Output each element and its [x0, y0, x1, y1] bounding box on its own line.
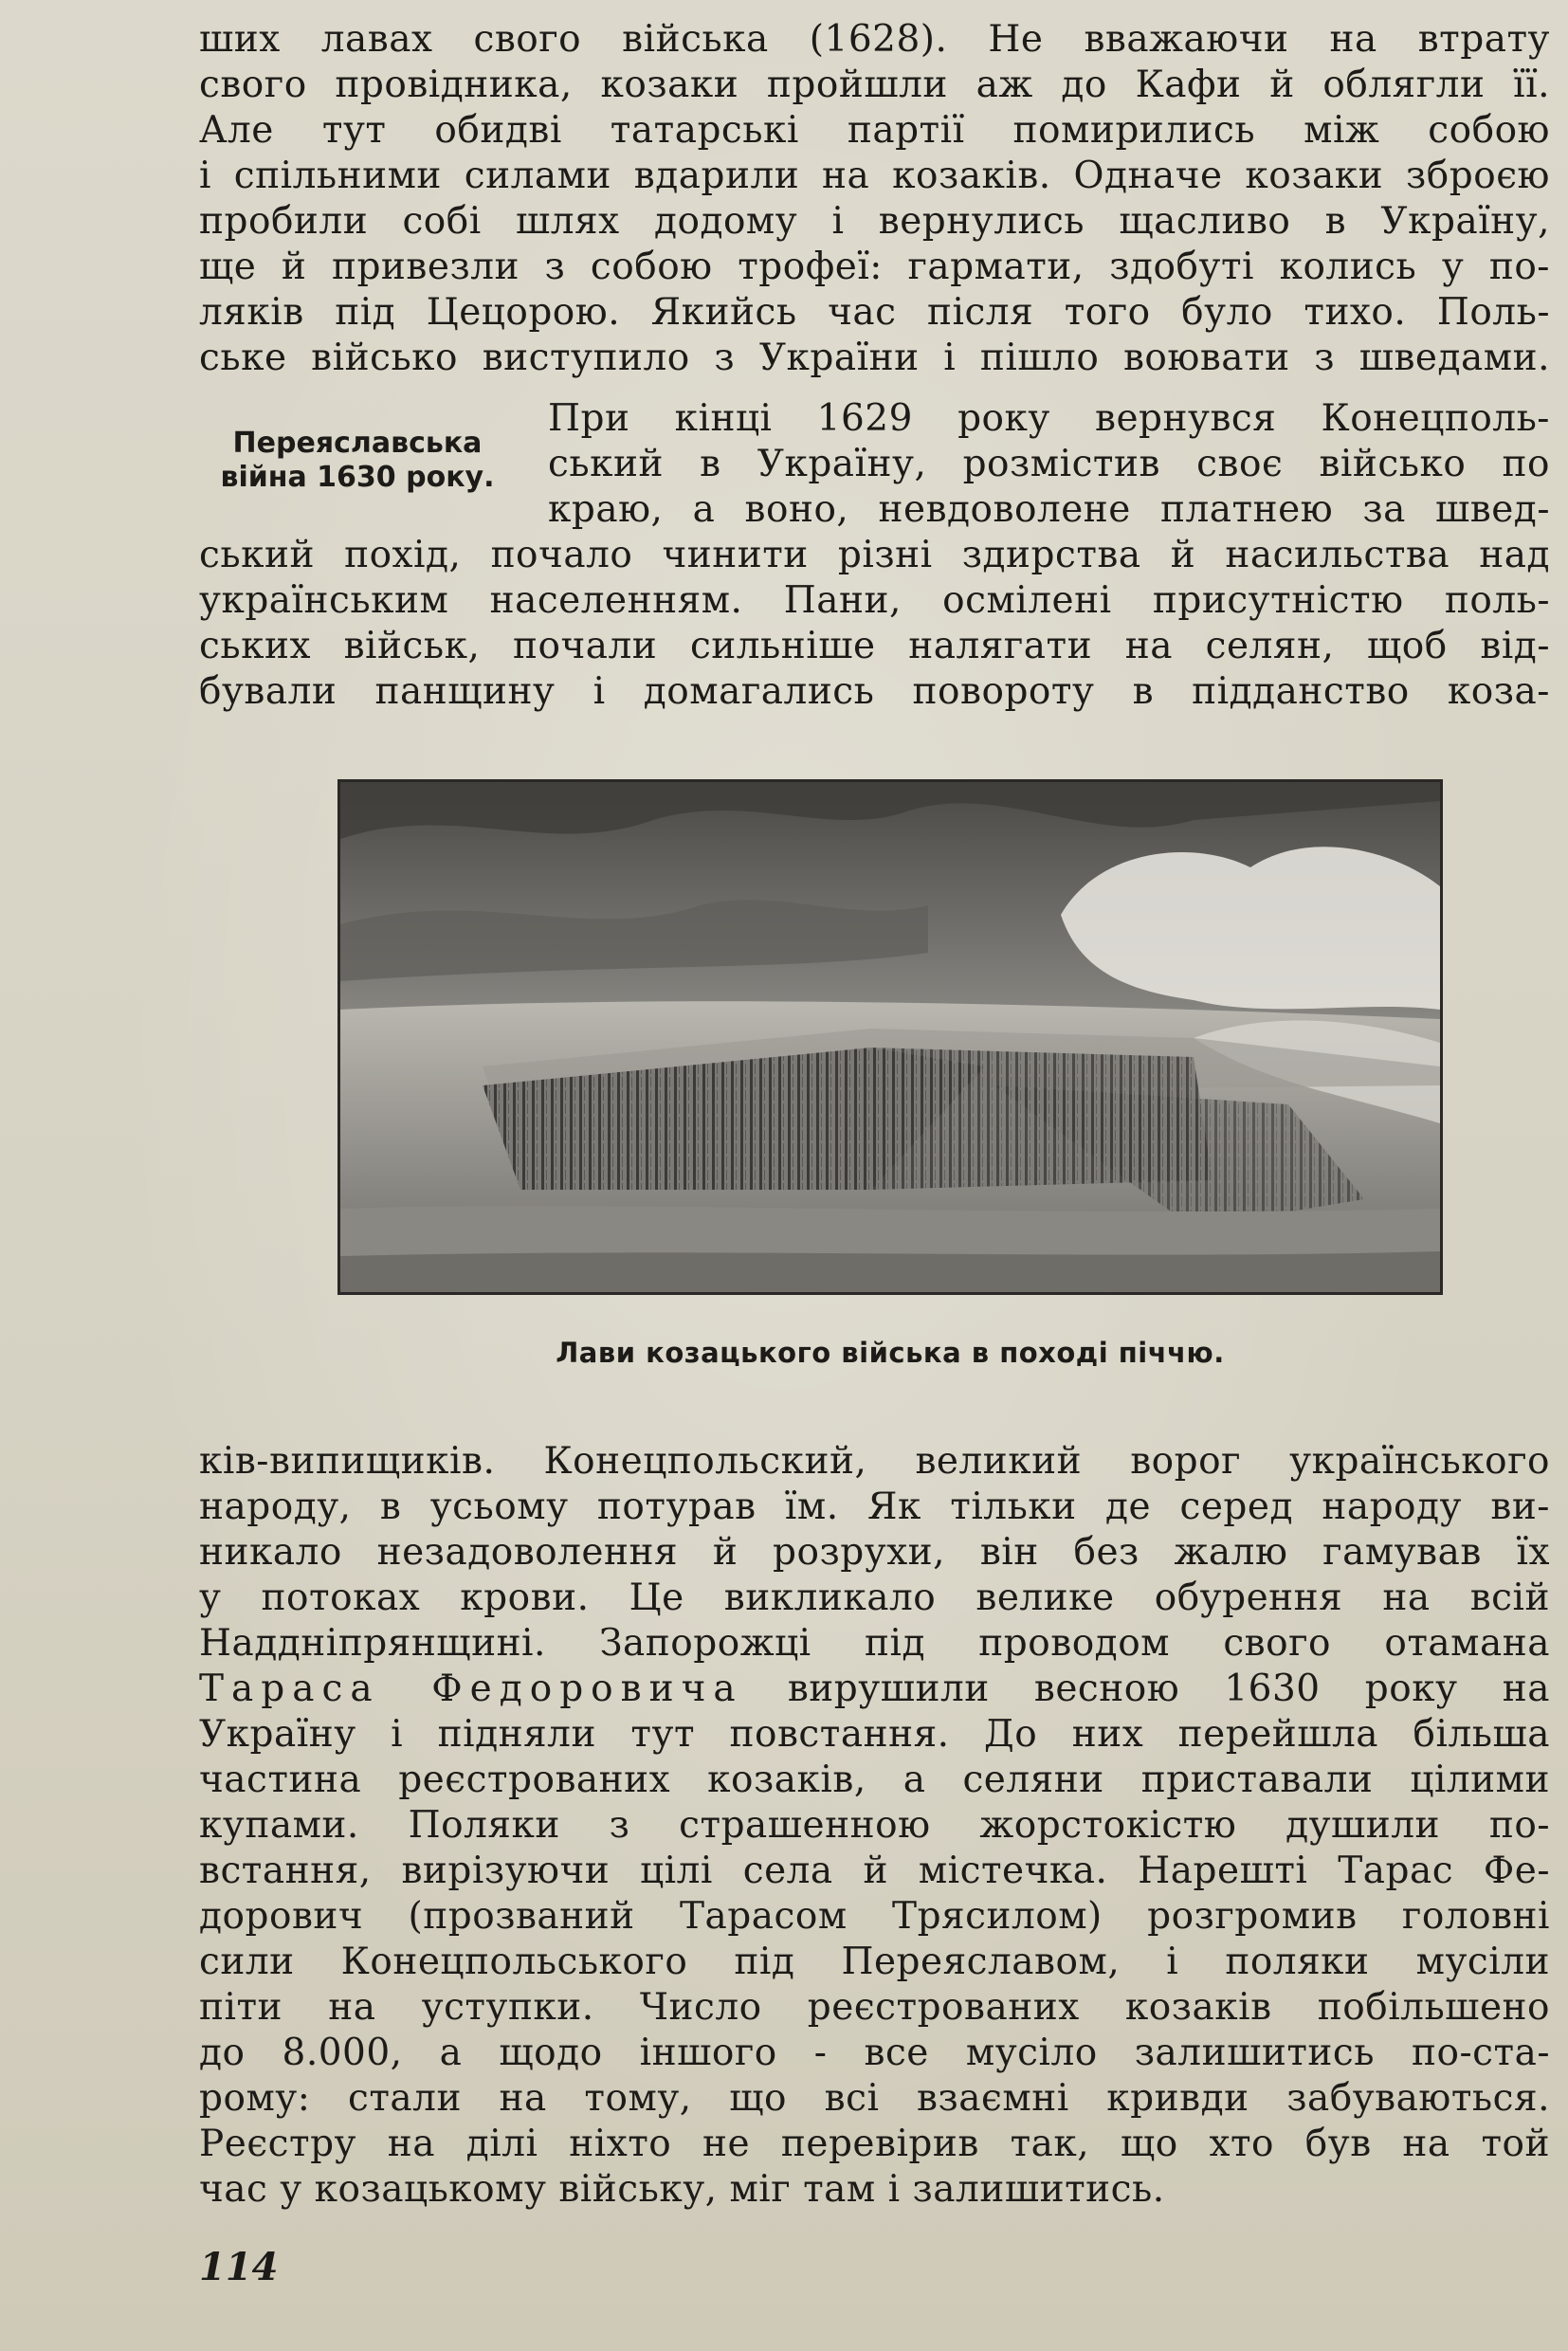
- text-line: купами. Поляки з страшенною жорстокістю душили по-: [199, 1804, 1550, 1847]
- margin-heading-line: Переяславська: [232, 427, 483, 460]
- text-line: При кінці 1629 року вернувся Конецполь-: [548, 397, 1550, 440]
- text-line: Україну і підняли тут повстання. До них перейшла більша: [199, 1713, 1550, 1756]
- text-line: бували панщину і домагались повороту в підданство коза-: [199, 670, 1550, 713]
- text-line: народу, в усьому потурав їм. Як тільки де серед народу ви-: [199, 1485, 1550, 1528]
- paragraph-bottom: [199, 1439, 1550, 2213]
- text-line: Наддніпрянщині. Запорожці під проводом свого отамана: [199, 1622, 1550, 1665]
- illustration-cossack-army: [337, 779, 1443, 1295]
- text-line: рому: стали на тому, що всі взаємні кривди забуваються.: [199, 2077, 1550, 2120]
- figure-caption: Лави козацького війська в поході піччю.: [556, 1337, 1225, 1369]
- text-line: дорович (прозваний Тарасом Трясилом) розгромив головні: [199, 1895, 1550, 1938]
- text-line: Але тут обидві татарські партії помирились між собою: [199, 109, 1550, 152]
- text-line: краю, а воно, невдоволене платнею за швед-: [548, 488, 1550, 531]
- text-line: никало незадоволення й розрухи, він без жалю гамував їх: [199, 1531, 1550, 1574]
- text-line: ський похід, почало чинити різні здирства й насильства над: [199, 534, 1550, 576]
- text-line: встання, вирізуючи цілі села й містечка. Нарешті Тарас Фе-: [199, 1850, 1550, 1892]
- text-line: частина реєстрованих козаків, а селяни приставали цілими: [199, 1759, 1550, 1801]
- text-line: ських військ, почали сильніше налягати на селян, щоб від-: [199, 625, 1550, 667]
- text-line: свого провідника, козаки пройшли аж до Кафи й облягли її.: [199, 64, 1550, 106]
- text-line: Реєстру на ділі ніхто не перевірив так, що хто був на той: [199, 2123, 1550, 2165]
- text-line: сили Конецпольського під Переяславом, і поляки мусіли: [199, 1941, 1550, 1983]
- spaced-name: Тараса Федоровича: [199, 1668, 743, 1710]
- text-line: піти на уступки. Число реєстрованих козаків побільшено: [199, 1986, 1550, 2029]
- text-line: ське військо виступило з України і пішло воювати з шведами.: [199, 337, 1550, 379]
- paragraph-indented: [548, 396, 1550, 533]
- text-line: ляків під Цецорою. Якийсь час після того було тихо. Поль-: [199, 291, 1550, 334]
- text-line-rest: вирушили весною 1630 року на: [787, 1668, 1550, 1710]
- page-number: 114: [199, 2245, 279, 2289]
- text-line: у потоках крови. Це викликало велике обурення на всій: [199, 1576, 1550, 1619]
- text-line: час у козацькому війську, міг там і залишитись.: [199, 2168, 1165, 2211]
- paragraph-top: [199, 17, 1550, 381]
- text-line: ших лавах свого війська (1628). Не вважаючи на втрату: [199, 18, 1550, 61]
- text-line: до 8.000, а щодо іншого - все мусіло залишитись по-ста-: [199, 2032, 1550, 2074]
- text-line-with-name: [199, 1667, 1550, 1712]
- text-line: українським населенням. Пани, осмілені присутністю поль-: [199, 579, 1550, 622]
- margin-heading-line: війна 1630 року.: [220, 461, 495, 494]
- paragraph-continued: [199, 533, 1550, 715]
- text-line: ків-випищиків. Конецпольский, великий ворог українського: [199, 1440, 1550, 1483]
- text-line: і спільними силами вдарили на козаків. Одначе козаки зброєю: [199, 155, 1550, 197]
- text-line: ський в Україну, розмістив своє військо по: [548, 443, 1550, 485]
- illustration-drawing: [340, 782, 1440, 1292]
- margin-heading: [201, 427, 514, 495]
- text-line: ще й привезли з собою трофеї: гармати, здобуті колись у по-: [199, 246, 1550, 288]
- text-line: пробили собі шлях додому і вернулись щасливо в Україну,: [199, 200, 1550, 243]
